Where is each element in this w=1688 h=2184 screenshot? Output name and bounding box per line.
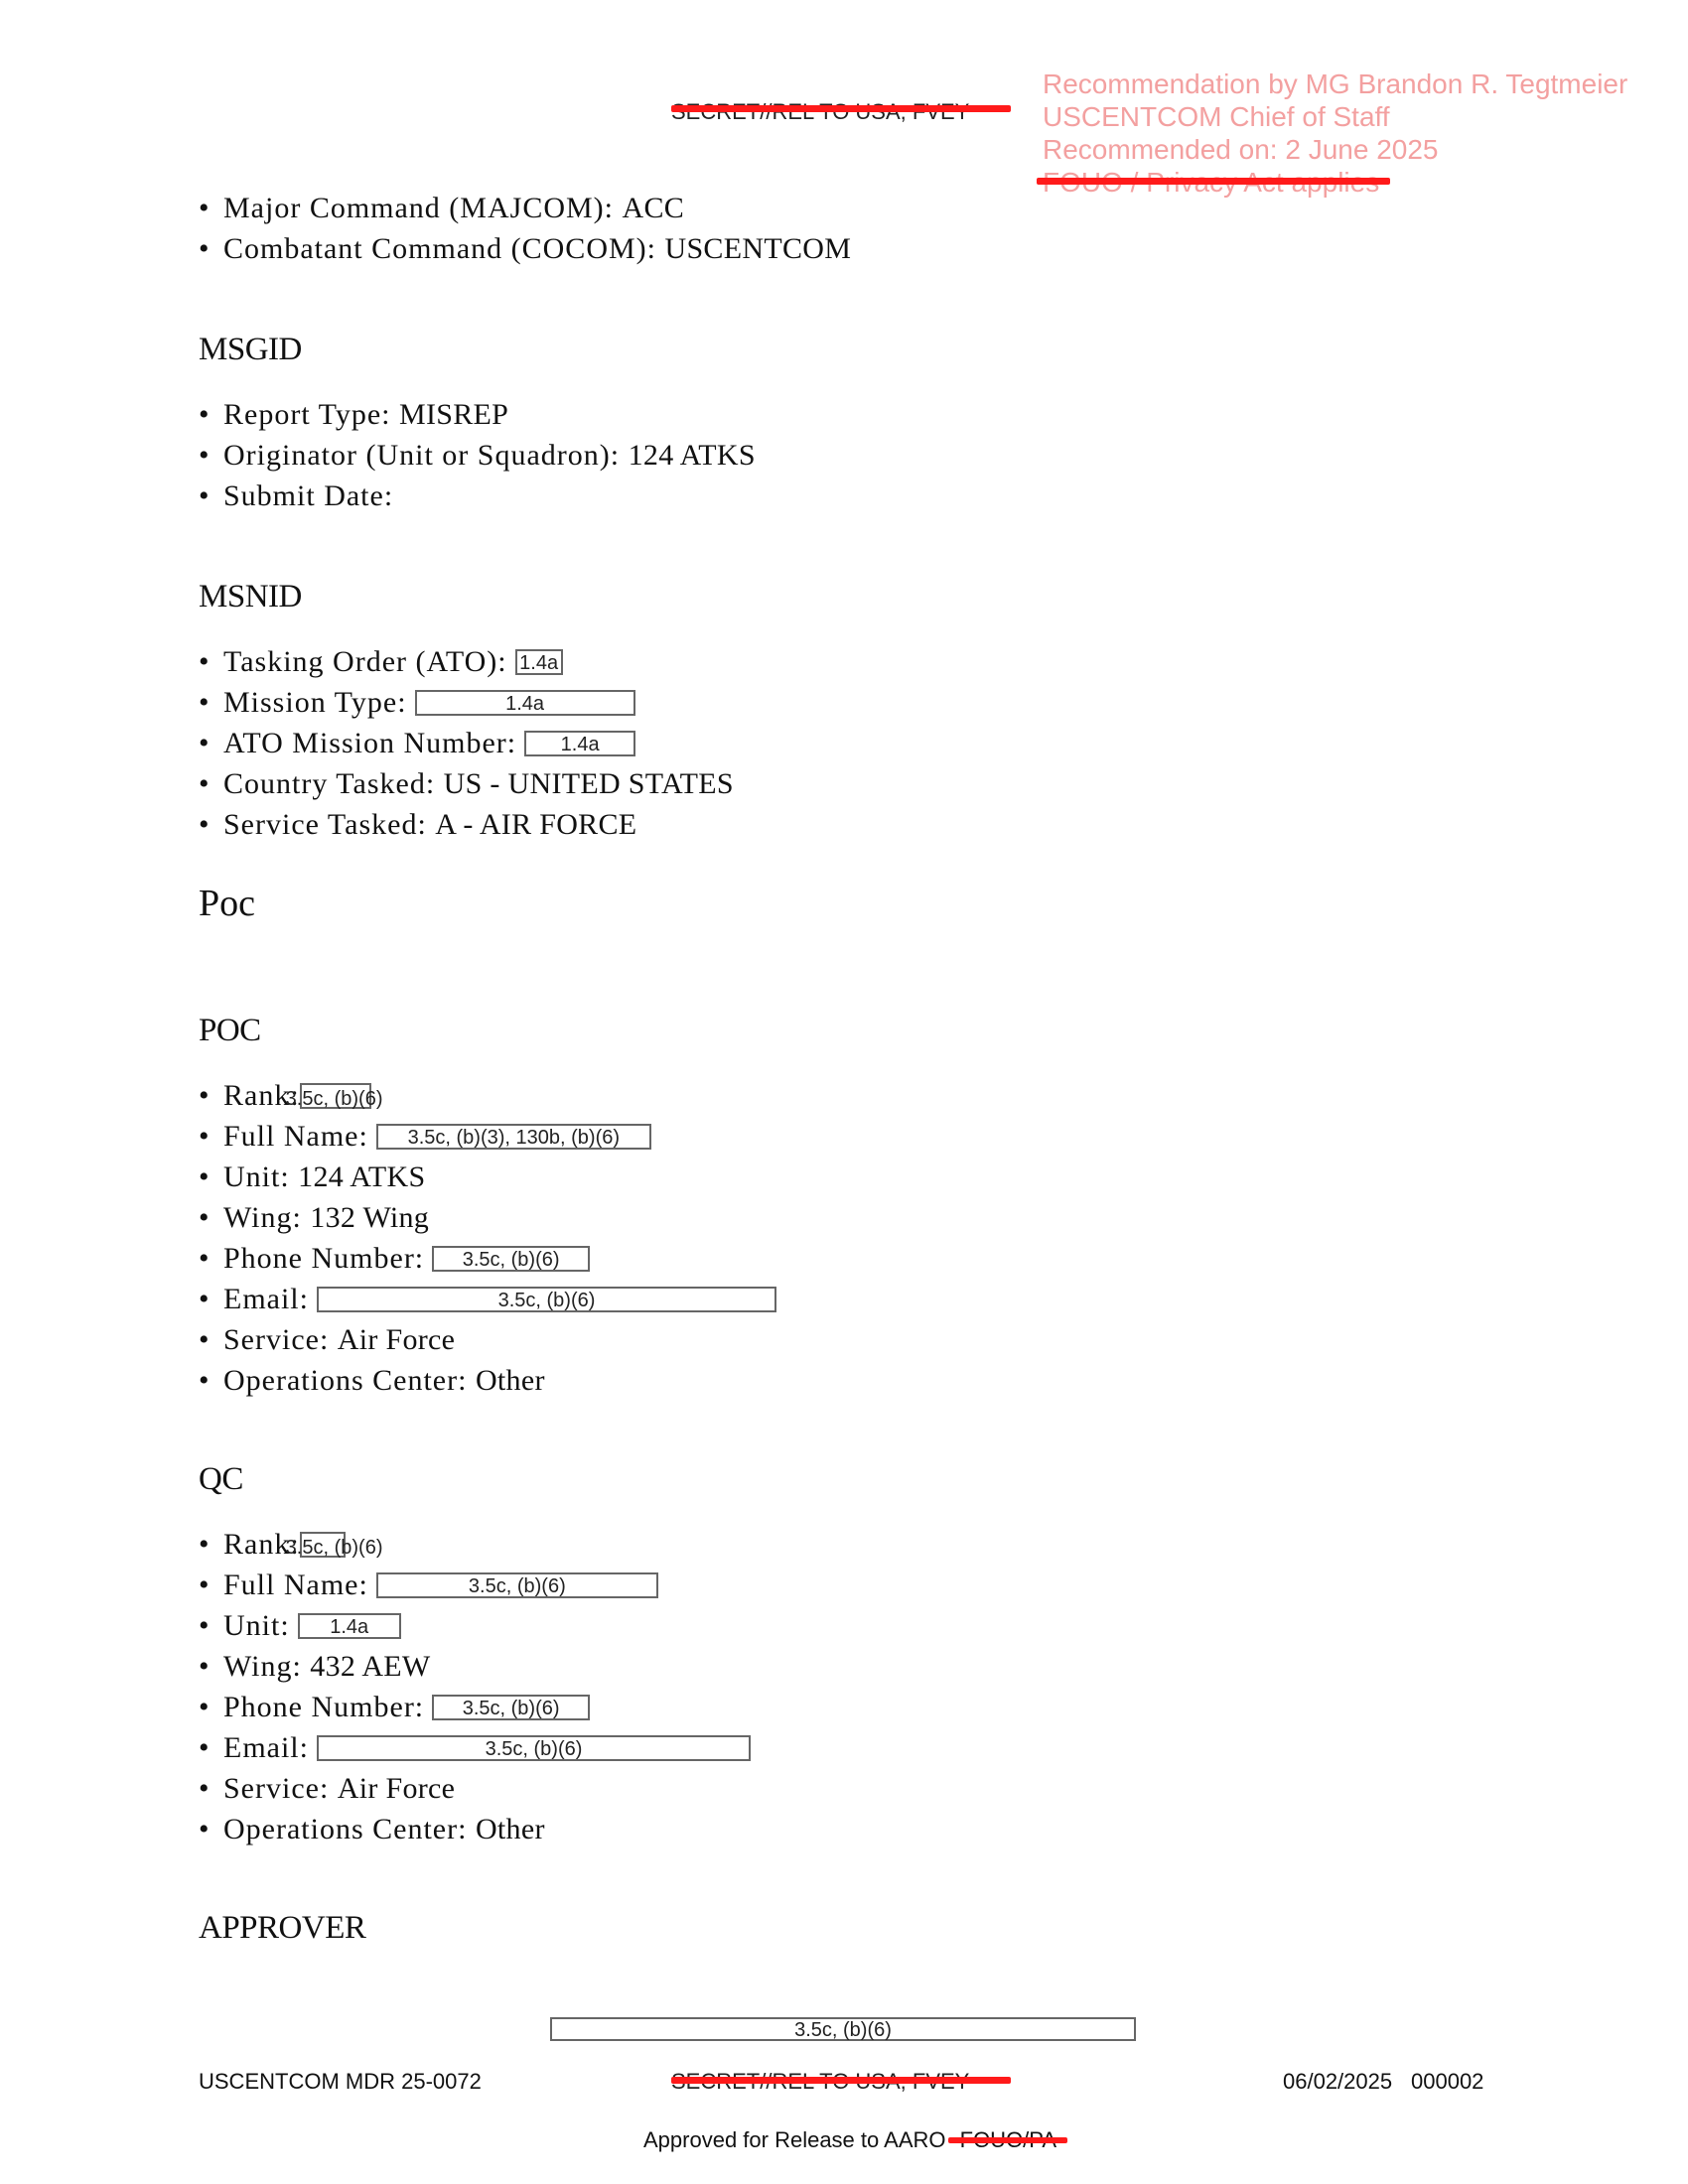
list-item: • Rank: 3.5c, (b)(6) — [199, 1524, 751, 1565]
footer-classification-strike — [671, 2077, 1011, 2084]
list-item: • Wing: 132 Wing — [199, 1197, 776, 1238]
release-marking — [960, 2127, 1056, 2152]
stamp-line-1: Recommendation by MG Brandon R. Tegtmeier — [1043, 68, 1628, 99]
redaction-box: 3.5c, (b)(6) — [432, 1246, 590, 1272]
list-item: • Rank: 3.5c, (b)(6) — [199, 1075, 776, 1116]
list-item: • Operations Center: Other — [199, 1809, 751, 1849]
redaction-box: 1.4a — [298, 1613, 401, 1639]
header-classification-strike — [671, 105, 1011, 112]
list-item: • Submit Date: — [199, 476, 756, 516]
list-item: • Phone Number: 3.5c, (b)(6) — [199, 1238, 776, 1279]
msgid-list — [199, 394, 756, 516]
redaction-box: 3.5c, (b)(3), 130b, (b)(6) — [376, 1124, 651, 1150]
redaction-box: 3.5c, (b)(6) — [376, 1572, 658, 1598]
redaction-box: 3.5c, (b)(6) — [432, 1695, 590, 1720]
org-list — [199, 188, 851, 269]
section-title-msnid: MSNID — [199, 579, 302, 614]
list-item: • Report Type: MISREP — [199, 394, 756, 435]
list-item: • Email: 3.5c, (b)(6) — [199, 1279, 776, 1319]
list-item: • Operations Center: Other — [199, 1360, 776, 1401]
list-item: • Email: 3.5c, (b)(6) — [199, 1727, 751, 1768]
list-item: • Mission Type: 1.4a — [199, 682, 734, 723]
list-item: • Combatant Command (COCOM): USCENTCOM — [199, 228, 851, 269]
approver-redaction-box: 3.5c, (b)(6) — [550, 2017, 1136, 2041]
section-title-approver: APPROVER — [199, 1910, 366, 1946]
poc-group-title: Poc — [199, 883, 255, 924]
list-item: • ATO Mission Number: 1.4a — [199, 723, 734, 763]
qc-list — [199, 1524, 751, 1849]
poc-list — [199, 1075, 776, 1401]
list-item: • Phone Number: 3.5c, (b)(6) — [199, 1687, 751, 1727]
redaction-box: 3.5c, (b)(6) — [317, 1287, 776, 1312]
section-title-qc: QC — [199, 1461, 243, 1497]
stamp-line-2: USCENTCOM Chief of Staff — [1043, 101, 1390, 132]
stamp-strike — [1037, 178, 1390, 185]
msnid-list — [199, 641, 734, 845]
header-classification — [671, 99, 969, 125]
footer-doc-id: USCENTCOM MDR 25-0072 — [199, 2069, 482, 2094]
redaction-box: 3.5c, (b)(6) — [300, 1083, 371, 1109]
redaction-box: 1.4a — [415, 690, 635, 716]
footer-release — [643, 2127, 1056, 2153]
list-item: • Originator (Unit or Squadron): 124 ATKS — [199, 435, 756, 476]
list-item: • Service Tasked: A - AIR FORCE — [199, 804, 734, 845]
list-item: • Full Name: 3.5c, (b)(6) — [199, 1565, 751, 1605]
section-title-poc: POC — [199, 1013, 261, 1048]
list-item: • Unit: 1.4a — [199, 1605, 751, 1646]
list-item: • Service: Air Force — [199, 1768, 751, 1809]
list-item: • Unit: 124 ATKS — [199, 1157, 776, 1197]
stamp-line-3: Recommended on: 2 June 2025 — [1043, 134, 1439, 165]
list-item: • Major Command (MAJCOM): ACC — [199, 188, 851, 228]
redaction-box: 1.4a — [515, 649, 563, 675]
redaction-box: 3.5c, (b)(6) — [300, 1532, 346, 1558]
list-item: • Country Tasked: US - UNITED STATES — [199, 763, 734, 804]
list-item: • Tasking Order (ATO): 1.4a — [199, 641, 734, 682]
redaction-box: 3.5c, (b)(6) — [317, 1735, 751, 1761]
list-item: • Full Name: 3.5c, (b)(3), 130b, (b)(6) — [199, 1116, 776, 1157]
release-marking-strike — [948, 2137, 1067, 2143]
list-item: • Wing: 432 AEW — [199, 1646, 751, 1687]
list-item: • Service: Air Force — [199, 1319, 776, 1360]
redaction-box: 1.4a — [524, 731, 635, 756]
footer-date: 06/02/2025 — [1283, 2069, 1393, 2094]
release-text: Approved for Release to AARO — [643, 2127, 946, 2152]
footer-page-number: 000002 — [1411, 2069, 1484, 2094]
section-title-msgid: MSGID — [199, 332, 302, 367]
